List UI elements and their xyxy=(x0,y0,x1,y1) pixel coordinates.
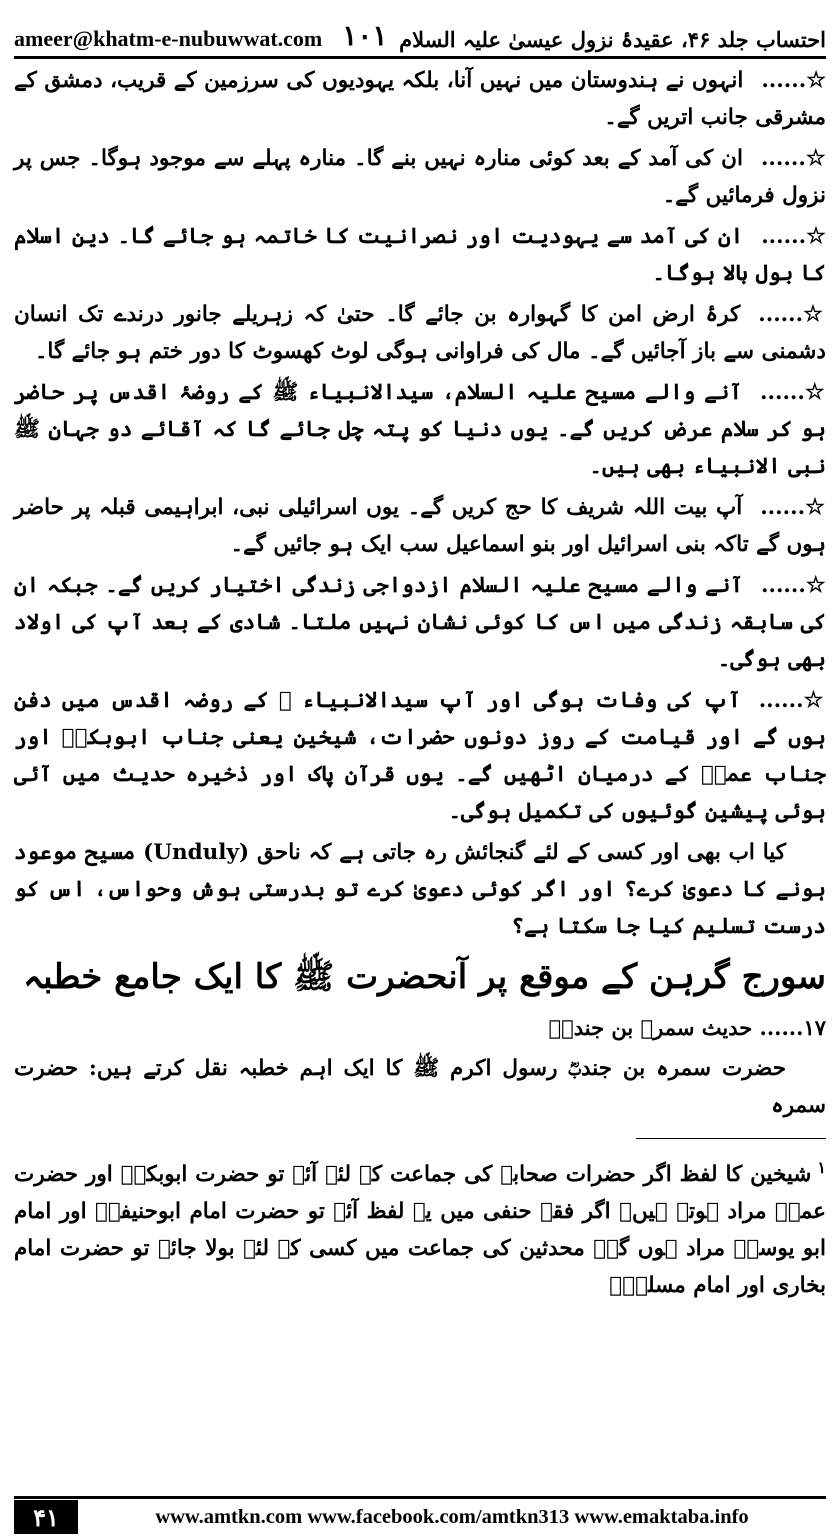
footnote xyxy=(14,1149,826,1304)
bullet-text: کرۂ ارض امن کا گہوارہ بن جائے گا۔ حتیٰ کہ زہریلے جانور درندے تک انسان دشمنی سے باز آجائیں گے۔ مال کی فراوانی ہوگی لوٹ کھسوٹ کا دور ختم ہو جائے گا۔ xyxy=(14,302,826,364)
section-heading: سورج گرہن کے موقع پر آنحضرت ﷺ کا ایک جامع خطبہ xyxy=(23,957,826,997)
question-paragraph: کیا اب بھی اور کسی کے لئے گنجائش رہ جاتی ہے کہ ناحق (Unduly) مسیح موعود ہونے کا دعویٰ کرے؟ اور اگر کوئی دعویٰ کرے تو بدرستی ہوش وحواس، اس کو درست تسلیم کیا جا سکتا ہے؟ xyxy=(14,840,826,939)
bullet-dots: ...... xyxy=(758,688,804,713)
bullet-dots: ...... xyxy=(760,573,806,598)
bullet-item xyxy=(14,218,826,292)
star-bullet-icon: ☆ xyxy=(805,572,826,598)
bullet-item xyxy=(14,140,826,214)
bullet-text: ان کی آمد سے یہودیت اور نصرانیت کا خاتمہ ہو جائے گا۔ دین اسلام کا بول بالا ہوگا۔ xyxy=(14,224,826,286)
footnote-divider xyxy=(636,1138,826,1139)
hadith-title: ۱۷...... حدیث سمرہ بن جندبؓ xyxy=(548,1015,826,1040)
footnote-marker: ۱ xyxy=(817,1158,826,1177)
star-bullet-icon: ☆ xyxy=(806,223,826,249)
bullet-list xyxy=(14,62,826,830)
bullet-text: آنے والے مسیح علیہ السلام ازدواجی زندگی اختیار کریں گے۔ جبکہ ان کی سابقہ زندگی میں اس کا کوئی نشان نہیں ملتا۔ شادی کے بعد آپ کی اولاد بھی ہوگی۔ xyxy=(14,573,826,672)
bullet-item xyxy=(14,567,826,678)
star-bullet-icon: ☆ xyxy=(805,145,826,171)
star-bullet-icon: ☆ xyxy=(803,687,826,713)
bullet-dots: ...... xyxy=(760,495,806,520)
page-footer xyxy=(14,1496,826,1535)
star-bullet-icon: ☆ xyxy=(804,379,826,405)
footnote-text: شیخین کا لفظ اگر حضرات صحابہ کی جماعت کے لئے آئے تو حضرت ابوبکرؓ اور حضرت عمرؓ مراد ہوتے ہیں۔ اگر فقہ حنفی میں یہ لفظ آئے تو حضرت امام ابوحنیفہؒ اور امام ابو یوسفؒ مراد ہوں گے۔ محدثین کی جماعت میں کسی کے لئے بولا جائے تو حضرت امام بخاری اور امام مسلمؒ۔ xyxy=(14,1162,826,1299)
bullet-item xyxy=(14,374,826,485)
bullet-item xyxy=(14,489,826,563)
star-bullet-icon: ☆ xyxy=(803,301,826,327)
bullet-item xyxy=(14,296,826,370)
star-bullet-icon: ☆ xyxy=(805,494,826,520)
bullet-text: آپ بیت اللہ شریف کا حج کریں گے۔ یوں اسرائیلی نبی، ابراہیمی قبلہ پر حاضر ہوں گے تاکہ بنی اسرائیل اور بنو اسماعیل سب ایک ہو جائیں گے۔ xyxy=(14,495,826,557)
bullet-dots: ...... xyxy=(759,380,805,405)
bullet-item xyxy=(14,62,826,136)
bullet-dots: ...... xyxy=(760,146,806,171)
header-email: ameer@khatm-e-nubuwwat.com xyxy=(14,26,323,51)
bullet-dots: ...... xyxy=(761,68,807,93)
bullet-text: ان کی آمد کے بعد کوئی منارہ نہیں بنے گا۔ منارہ پہلے سے موجود ہوگا۔ جس پر نزول فرمائیں گے۔ xyxy=(14,146,826,208)
hadith-body: حضرت سمرہ بن جندبؓ رسول اکرم ﷺ کا ایک اہم خطبہ نقل کرتے ہیں: حضرت سمرہ xyxy=(14,1056,826,1118)
header-title: احتساب جلد ۴۶، عقیدۂ نزول عیسیٰ علیہ السلام xyxy=(399,27,826,52)
bullet-item xyxy=(14,682,826,830)
bullet-text: آنے والے مسیح علیہ السلام، سیدالانبیاء ﷺ کے روضۂ اقدس پر حاضر ہو کر سلام عرض کریں گے۔ یوں دنیا کو پتہ چل جائے گا کہ آقائے دو جہان ﷺ نبی الانبیاء بھی ہیں۔ xyxy=(14,380,826,479)
footer-links: www.amtkn.com www.facebook.com/amtkn313 www.emaktaba.info xyxy=(155,1505,749,1528)
bullet-dots: ...... xyxy=(758,302,804,327)
bullet-dots: ...... xyxy=(761,224,807,249)
star-bullet-icon: ☆ xyxy=(806,67,827,93)
footer-page-badge: ۴۱ xyxy=(14,1500,78,1534)
header-page-number: ۱۰۱ xyxy=(342,19,388,52)
page-content xyxy=(14,62,826,1462)
bullet-text: آپ کی وفات ہوگی اور آپ سیدالانبیاء ﷺ کے روضہ اقدس میں دفن ہوں گے اور قیامت کے روز دونوں حضرات، شیخین یعنی جناب ابوبکرؓ اور جناب عمرؓ کے درمیان اٹھیں گے۔ یوں قرآن پاک اور ذخیرہ حدیث میں آئی ہوئی پیشین گوئیوں کی تکمیل ہوگی۔ xyxy=(14,688,826,824)
page-header xyxy=(14,12,826,59)
bullet-text: انہوں نے ہندوستان میں نہیں آنا، بلکہ یہودیوں کی سرزمین کے قریب، دمشق کے مشرقی جانب اتریں گے۔ xyxy=(14,68,826,130)
